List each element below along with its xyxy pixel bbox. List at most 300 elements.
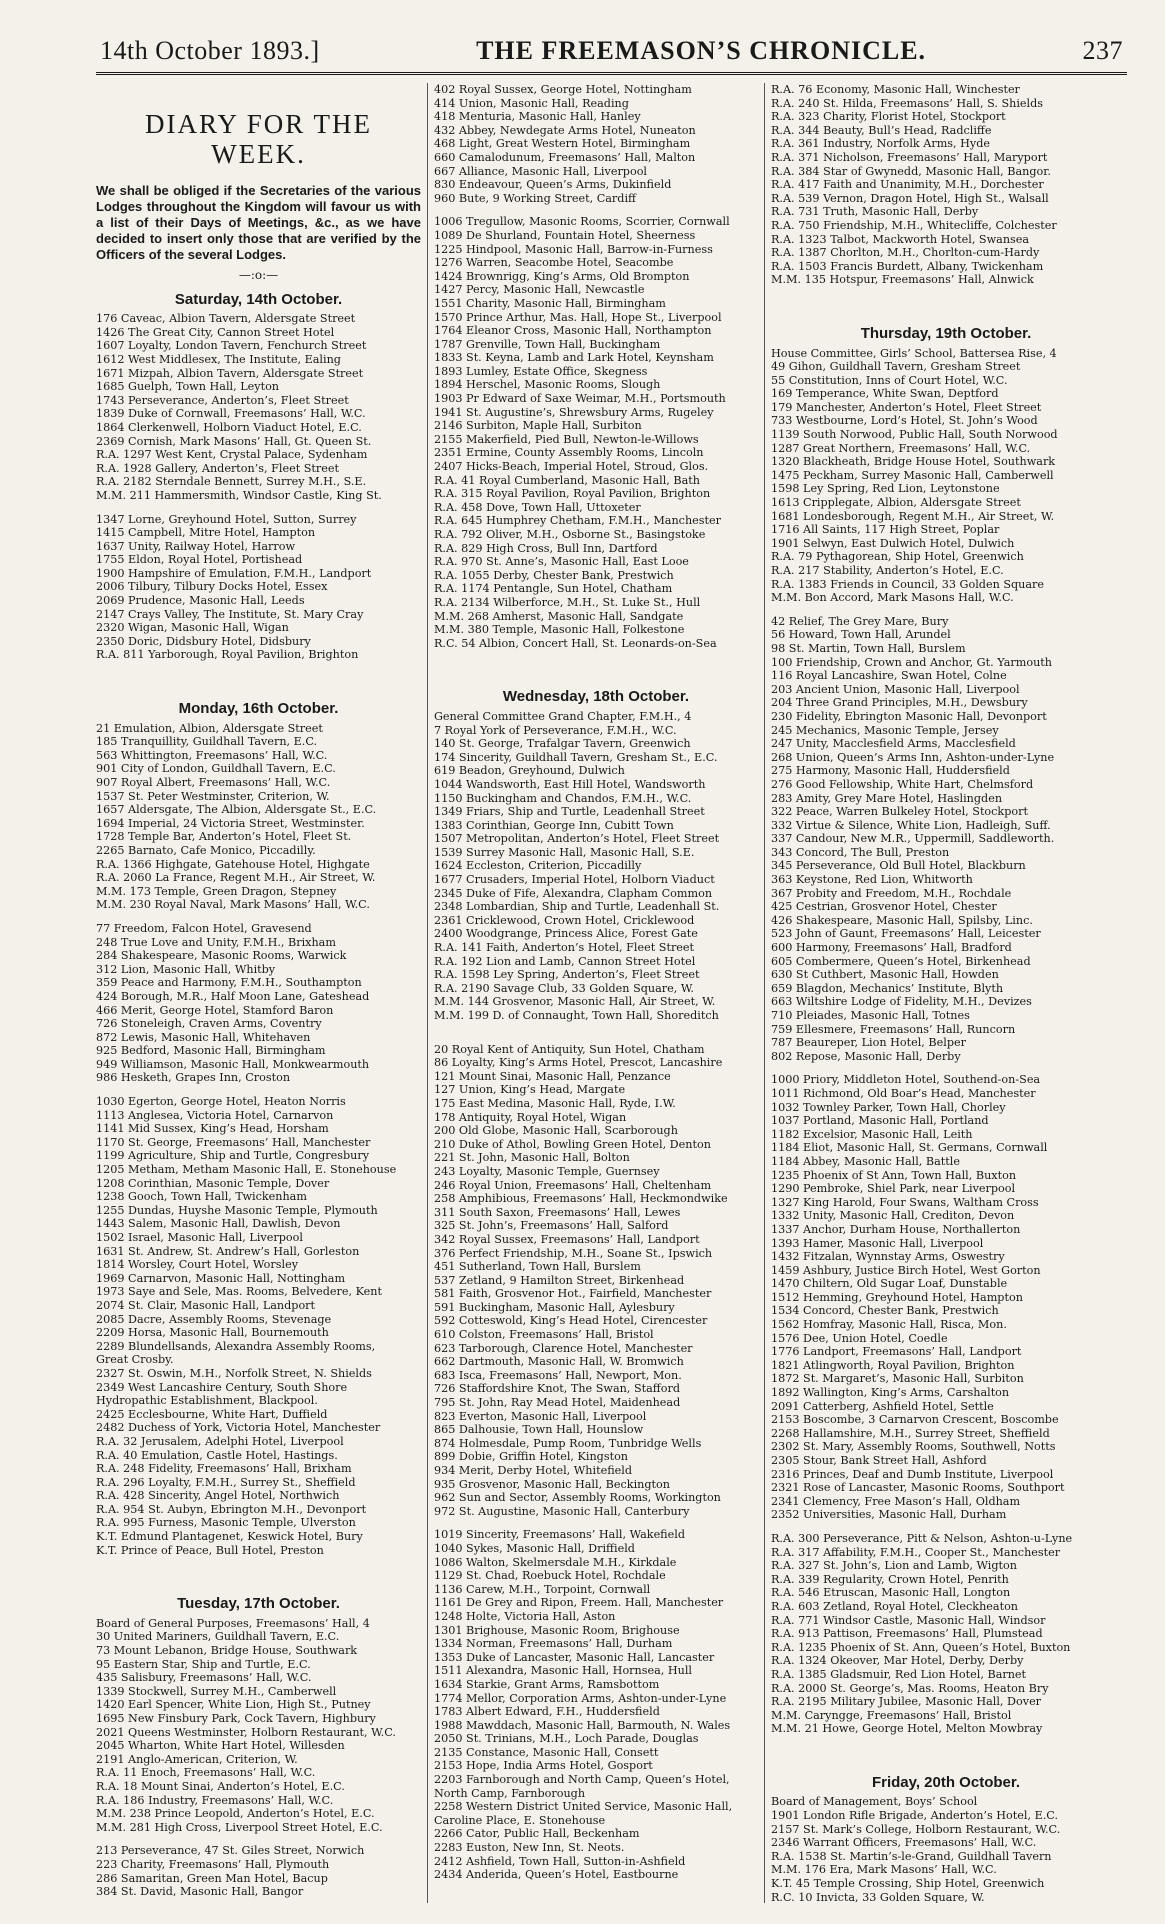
lodge-entry: R.A. 1235 Phoenix of St. Ann, Queen’s Hotel, Buxton xyxy=(771,1640,1071,1654)
lodge-entry: 1044 Wandsworth, East Hill Hotel, Wandsworth xyxy=(434,777,706,791)
lodge-entry: 949 Williamson, Masonic Hall, Monkwearmouth xyxy=(96,1057,370,1071)
lodge-entry: 1607 Loyalty, London Tavern, Fenchurch Street xyxy=(96,339,367,353)
lodge-entry: 1327 King Harold, Four Swans, Waltham Cross xyxy=(771,1195,1039,1209)
lodge-entry: 623 Tarborough, Clarence Hotel, Manchester xyxy=(434,1341,693,1355)
lodge-entry: R.A. 217 Stability, Anderton’s Hotel, E.C. xyxy=(771,564,1004,577)
lodge-entry: R.A. 913 Pattison, Freemasons’ Hall, Plumstead xyxy=(771,1627,1043,1641)
lodge-entry: 1170 St. George, Freemasons’ Hall, Manchester xyxy=(96,1135,371,1149)
lodge-entry: 425 Cestrian, Grosvenor Hotel, Chester xyxy=(771,900,997,914)
lodge-entry: 759 Ellesmere, Freemasons’ Hall, Runcorn xyxy=(771,1022,1016,1036)
lodge-entry: 248 True Love and Unity, F.M.H., Brixham xyxy=(96,935,336,949)
lodge-entry: 591 Buckingham, Masonic Hall, Aylesbury xyxy=(434,1300,675,1314)
day-heading-saturday: Saturday, 14th October. xyxy=(174,290,343,308)
lodge-entry: 7 Royal York of Perseverance, F.M.H., W.C. xyxy=(434,723,677,737)
lodge-entry: 659 Blagdon, Mechanics’ Institute, Blyth xyxy=(771,981,1004,995)
lodge-entry: 1892 Wallington, King’s Arms, Carshalton xyxy=(771,1386,1010,1400)
lodge-entry: 30 United Mariners, Guildhall Tavern, E.C. xyxy=(96,1630,340,1644)
lodge-entry: 1030 Egerton, George Hotel, Heaton Norris xyxy=(96,1095,346,1109)
lodge-entry: R.A. 186 Industry, Freemasons’ Hall, W.C. xyxy=(96,1793,334,1807)
lodge-entry: R.A. 2190 Savage Club, 33 Golden Square, W. xyxy=(434,981,694,995)
lodge-entry: Hydropathic Establishment, Blackpool. xyxy=(96,1394,318,1408)
lodge-entry: R.A. 192 Lion and Lamb, Cannon Street Hotel xyxy=(434,954,696,968)
lodge-entry: R.A. 1055 Derby, Chester Bank, Prestwich xyxy=(434,568,674,582)
lodge-entry: 343 Concord, The Bull, Preston xyxy=(771,845,950,859)
lodge-entry: 1716 All Saints, 117 High Street, Poplar xyxy=(771,523,1000,537)
lodge-entry: 435 Salisbury, Freemasons’ Hall, W.C. xyxy=(96,1671,312,1685)
tuesday-group3 xyxy=(434,83,758,205)
lodge-entry: 2369 Cornish, Mark Masons’ Hall, Gt. Queen St. xyxy=(96,434,372,448)
lodge-entry: 1901 London Rifle Brigade, Anderton’s Hotel, E.C. xyxy=(771,1809,1059,1823)
lodge-entry: 2350 Doric, Didsbury Hotel, Didsbury xyxy=(96,634,311,648)
monday-group3 xyxy=(96,1095,421,1557)
lodge-entry: M.M. 135 Hotspur, Freemasons’ Hall, Alnwick xyxy=(771,273,1034,287)
lodge-entry: 55 Constitution, Inns of Court Hotel, W.C. xyxy=(771,373,1008,387)
lodge-entry: 2361 Cricklewood, Crown Hotel, Cricklewood xyxy=(434,913,695,927)
lodge-entry: R.A. 645 Humphrey Chetham, F.M.H., Manchester xyxy=(434,514,721,528)
lodge-entry: M.M. 144 Grosvenor, Masonic Hall, Air Street, W. xyxy=(434,995,716,1009)
lodge-entry: 246 Royal Union, Freemasons’ Hall, Cheltenham xyxy=(434,1178,712,1192)
lodge-entry: 710 Pleiades, Masonic Hall, Totnes xyxy=(771,1009,970,1022)
lodge-entry: 283 Amity, Grey Mare Hotel, Haslingden xyxy=(771,791,1003,805)
lodge-entry: 426 Shakespeare, Masonic Hall, Spilsby, Linc. xyxy=(771,913,1033,927)
lodge-entry: 2265 Barnato, Cafe Monico, Piccadilly. xyxy=(96,843,316,857)
lodge-entry: 286 Samaritan, Green Man Hotel, Bacup xyxy=(96,1871,328,1885)
lodge-entry: 537 Zetland, 9 Hamilton Street, Birkenhead xyxy=(434,1273,685,1287)
lodge-entry: R.A. 79 Pythagorean, Ship Hotel, Greenwich xyxy=(771,550,1024,564)
lodge-entry: 2157 St. Mark’s College, Holborn Restaurant, W.C. xyxy=(771,1822,1061,1836)
day-heading-friday: Friday, 20th October. xyxy=(871,1773,1021,1791)
lodge-entry: R.A. 40 Emulation, Castle Hotel, Hastings. xyxy=(96,1448,338,1462)
lodge-entry: R.A. 2000 St. George’s, Mas. Rooms, Heaton Bry xyxy=(771,1681,1049,1695)
lodge-entry: 1443 Salem, Masonic Hall, Dawlish, Devon xyxy=(96,1217,341,1231)
lodge-entry: R.A. 1385 Gladsmuir, Red Lion Hotel, Barnet xyxy=(771,1667,1027,1681)
lodge-entry: 2352 Universities, Masonic Hall, Durham xyxy=(771,1508,1007,1522)
lodge-entry: 1182 Excelsior, Masonic Hall, Leith xyxy=(771,1127,973,1141)
lodge-entry: 363 Keystone, Red Lion, Whitworth xyxy=(771,873,973,887)
lodge-entry: 1276 Warren, Seacombe Hotel, Seacombe xyxy=(434,256,674,270)
lodge-entry: 1677 Crusaders, Imperial Hotel, Holborn Viaduct xyxy=(434,873,715,887)
lodge-entry: 1420 Earl Spencer, White Lion, High St., Putney xyxy=(96,1698,371,1712)
lodge-entry: 1511 Alexandra, Masonic Hall, Hornsea, Hull xyxy=(434,1664,692,1678)
lodge-entry: 986 Hesketh, Grapes Inn, Croston xyxy=(96,1071,291,1085)
lodge-entry: 2482 Duchess of York, Victoria Hotel, Manchester xyxy=(96,1421,381,1435)
tuesday-group2 xyxy=(96,1844,421,1898)
lodge-entry: 204 Three Grand Principles, M.H., Dewsbury xyxy=(771,696,1028,710)
lodge-entry: 2349 West Lancashire Century, South Shore xyxy=(96,1380,348,1394)
lodge-entry: 1334 Norman, Freemasons’ Hall, Durham xyxy=(434,1637,673,1651)
lodge-entry: M.M. 176 Era, Mark Masons’ Hall, W.C. xyxy=(771,1863,997,1877)
saturday-group2 xyxy=(96,513,421,663)
lodge-entry: R.A. 458 Dove, Town Hall, Uttoxeter xyxy=(434,500,641,514)
lodge-entry: 200 Old Globe, Masonic Hall, Scarborough xyxy=(434,1124,678,1138)
lodge-entry: 2425 Ecclesbourne, White Hart, Duffield xyxy=(96,1407,328,1421)
lodge-entry: 2155 Makerfield, Pied Bull, Newton-le-Willows xyxy=(434,432,699,446)
lodge-entry: R.A. 750 Friendship, M.H., Whitecliffe, Colchester xyxy=(771,218,1057,232)
lodge-entry: 414 Union, Masonic Hall, Reading xyxy=(434,96,629,110)
lodge-entry: 258 Amphibious, Freemasons’ Hall, Heckmondwike xyxy=(434,1192,728,1206)
lodge-entry: 1339 Stockwell, Surrey M.H., Camberwell xyxy=(96,1684,337,1698)
lodge-entry: 2316 Princes, Deaf and Dumb Institute, Liverpool xyxy=(771,1467,1054,1481)
lodge-entry: K.T. Prince of Peace, Bull Hotel, Preston xyxy=(96,1543,324,1557)
lodge-entry: R.A. 248 Fidelity, Freemasons’ Hall, Brixham xyxy=(96,1462,352,1476)
lodge-entry: 1685 Guelph, Town Hall, Leyton xyxy=(96,380,280,394)
lodge-entry: 1248 Holte, Victoria Hall, Aston xyxy=(434,1609,616,1623)
lodge-entry: 1872 St. Margaret’s, Masonic Hall, Surbiton xyxy=(771,1372,1024,1386)
lodge-entry: 1755 Eldon, Royal Hotel, Portishead xyxy=(96,553,303,567)
lodge-entry: 901 City of London, Guildhall Tavern, E.C. xyxy=(96,762,336,776)
lodge-entry: 2407 Hicks-Beach, Imperial Hotel, Stroud, Glos. xyxy=(434,460,709,474)
lodge-entry: General Committee Grand Chapter, F.M.H., 4 xyxy=(434,709,692,723)
lodge-entry: 2146 Surbiton, Maple Hall, Surbiton xyxy=(434,419,642,433)
lodge-entry: 1988 Mawddach, Masonic Hall, Barmouth, N. Wales xyxy=(434,1718,731,1732)
lodge-entry: 466 Merit, George Hotel, Stamford Baron xyxy=(96,1003,334,1017)
lodge-entry: R.A. 384 Star of Gwynedd, Masonic Hall, Bangor. xyxy=(771,164,1051,178)
lodge-entry: 176 Caveac, Albion Tavern, Aldersgate Street xyxy=(96,312,356,326)
lodge-entry: 2266 Cator, Public Hall, Beckenham xyxy=(434,1827,640,1841)
lodge-entry: M.M. 268 Amherst, Masonic Hall, Sandgate xyxy=(434,609,684,623)
lodge-entry: 1681 Londesborough, Regent M.H., Air Street, W. xyxy=(771,509,1055,523)
lodge-entry: 2153 Boscombe, 3 Carnarvon Crescent, Boscombe xyxy=(771,1413,1059,1427)
lodge-entry: 1839 Duke of Cornwall, Freemasons’ Hall, W.C. xyxy=(96,407,366,421)
lodge-entry: 1774 Mellor, Corporation Arms, Ashton-under-Lyne xyxy=(434,1691,727,1705)
lodge-entry: 605 Combermere, Queen’s Hotel, Birkenhead xyxy=(771,954,1031,968)
lodge-entry: 2021 Queens Westminster, Holborn Restaurant, W.C. xyxy=(96,1725,396,1739)
lodge-entry: R.C. 54 Albion, Concert Hall, St. Leonards-on-Sea xyxy=(434,636,717,650)
tuesday-group4 xyxy=(434,215,758,650)
lodge-entry: M.M. 238 Prince Leopold, Anderton’s Hotel, E.C. xyxy=(96,1807,375,1821)
lodge-entry: 98 St. Martin, Town Hall, Burslem xyxy=(771,641,966,655)
lodge-entry: R.A. 18 Mount Sinai, Anderton’s Hotel, E.C. xyxy=(96,1779,345,1793)
lodge-entry: 1184 Eliot, Masonic Hall, St. Germans, Cornwall xyxy=(771,1141,1048,1155)
monday-group2 xyxy=(96,922,421,1085)
thursday-group1 xyxy=(771,347,1121,605)
lodge-entry: 960 Bute, 9 Working Street, Cardiff xyxy=(434,191,636,205)
lodge-entry: 42 Relief, The Grey Mare, Bury xyxy=(771,614,949,628)
lodge-entry: R.A. 2195 Military Jubilee, Masonic Hall, Dover xyxy=(771,1695,1042,1709)
lodge-entry: 376 Perfect Friendship, M.H., Soane St., Ipswich xyxy=(434,1246,713,1260)
lodge-entry: 667 Alliance, Masonic Hall, Liverpool xyxy=(434,164,648,178)
lodge-entry: 210 Duke of Athol, Bowling Green Hotel, Denton xyxy=(434,1137,711,1151)
lodge-entry: 972 St. Augustine, Masonic Hall, Canterbury xyxy=(434,1504,690,1518)
lodge-entry: 1695 New Finsbury Park, Cock Tavern, Highbury xyxy=(96,1712,376,1725)
lodge-entry: 1426 The Great City, Cannon Street Hotel xyxy=(96,325,335,339)
lodge-entry: 1657 Aldersgate, The Albion, Aldersgate St., E.C. xyxy=(96,803,377,817)
column-3 xyxy=(764,83,1127,1903)
lodge-entry: 1225 Hindpool, Masonic Hall, Barrow-in-Furness xyxy=(434,242,713,256)
lodge-entry: 2074 St. Clair, Masonic Hall, Landport xyxy=(96,1298,316,1312)
lodge-entry: 1598 Ley Spring, Red Lion, Leytonstone xyxy=(771,482,1000,496)
lodge-entry: M.M. 211 Hammersmith, Windsor Castle, King St. xyxy=(96,488,382,502)
lodge-entry: 1634 Starkie, Grant Arms, Ramsbottom xyxy=(434,1677,660,1691)
lodge-entry: 2348 Lombardian, Ship and Turtle, Leadenhall St. xyxy=(434,900,720,914)
lodge-entry: 2305 Stour, Bank Street Hall, Ashford xyxy=(771,1454,987,1467)
lodge-entry: 169 Temperance, White Swan, Deptford xyxy=(771,387,999,401)
lodge-entry: R.A. 428 Sincerity, Angel Hotel, Northwich xyxy=(96,1489,340,1503)
lodge-entry: 1255 Dundas, Huyshe Masonic Temple, Plymouth xyxy=(96,1203,378,1217)
lodge-entry: 268 Union, Queen’s Arms Inn, Ashton-under-Lyne xyxy=(771,750,1055,764)
lodge-entry: 223 Charity, Freemasons’ Hall, Plymouth xyxy=(96,1857,330,1871)
lodge-entry: 726 Stoneleigh, Craven Arms, Coventry xyxy=(96,1017,322,1031)
lodge-entry: 367 Probity and Freedom, M.H., Rochdale xyxy=(771,886,1012,900)
lodge-entry: 1764 Eleanor Cross, Masonic Hall, Northampton xyxy=(434,324,712,338)
lodge-entry: 1006 Tregullow, Masonic Rooms, Scorrier, Cornwall xyxy=(434,215,730,229)
lodge-entry: R.A. 954 St. Aubyn, Ebrington M.H., Devonport xyxy=(96,1502,367,1516)
page-number: 237 xyxy=(1082,36,1123,65)
lodge-entry: Caroline Place, E. Stonehouse xyxy=(434,1813,606,1827)
lodge-entry: 1551 Charity, Masonic Hall, Birmingham xyxy=(434,296,666,310)
lodge-entry: R.A. 1366 Highgate, Gatehouse Hotel, Highgate xyxy=(96,857,370,871)
lodge-entry: 1199 Agriculture, Ship and Turtle, Congresbury xyxy=(96,1149,370,1163)
lodge-entry: 1415 Campbell, Mitre Hotel, Hampton xyxy=(96,526,316,540)
lodge-entry: 1814 Worsley, Court Hotel, Worsley xyxy=(96,1258,299,1272)
lodge-entry: 2346 Warrant Officers, Freemasons’ Hall, W.C. xyxy=(771,1836,1037,1850)
lodge-entry: 1424 Brownrigg, King’s Arms, Old Brompton xyxy=(434,269,690,283)
lodge-entry: R.A. 300 Perseverance, Pitt & Nelson, Ashton-u-Lyne xyxy=(771,1531,1073,1545)
lodge-entry: K.T. Edmund Plantagenet, Keswick Hotel, Bury xyxy=(96,1530,363,1544)
lodge-entry: 563 Whittington, Freemasons’ Hall, W.C. xyxy=(96,748,328,762)
issue-date: 14th October 1893.] xyxy=(100,36,320,65)
lodge-entry: 2209 Horsa, Masonic Hall, Bournemouth xyxy=(96,1326,329,1340)
lodge-entry: 1631 St. Andrew, St. Andrew’s Hall, Gorleston xyxy=(96,1244,360,1258)
lodge-entry: 1086 Walton, Skelmersdale M.H., Kirkdale xyxy=(434,1555,677,1569)
lodge-entry: 1150 Buckingham and Chandos, F.M.H., W.C. xyxy=(434,791,692,805)
lodge-entry: R.A. 1297 West Kent, Crystal Palace, Sydenham xyxy=(96,448,368,462)
lodge-entry: 1973 Saye and Sele, Mas. Rooms, Belvedere, Kent xyxy=(96,1285,382,1299)
lodge-entry: 1238 Gooch, Town Hall, Twickenham xyxy=(96,1190,307,1204)
lodge-entry: 787 Beaureper, Lion Hotel, Belper xyxy=(771,1036,966,1050)
lodge-entry: 1502 Israel, Masonic Hall, Liverpool xyxy=(96,1231,303,1244)
lodge-entry: 451 Sutherland, Town Hall, Burslem xyxy=(434,1260,641,1274)
lodge-entry: 1637 Unity, Railway Hotel, Harrow xyxy=(96,539,296,553)
lodge-entry: Board of Management, Boys’ School xyxy=(771,1795,978,1809)
lodge-entry: 247 Unity, Macclesfield Arms, Macclesfield xyxy=(771,737,1016,751)
lodge-entry: R.A. 317 Affability, F.M.H., Cooper St., Manchester xyxy=(771,1545,1061,1559)
day-heading-tuesday: Tuesday, 17th October. xyxy=(177,1595,340,1613)
lodge-entry: R.A. 2182 Sterndale Bennett, Surrey M.H., S.E. xyxy=(96,475,367,489)
lodge-entry: 1562 Homfray, Masonic Hall, Risca, Mon. xyxy=(771,1318,1007,1332)
lodge-entry: 1161 De Grey and Ripon, Freem. Hall, Manchester xyxy=(434,1596,724,1610)
lodge-entry: 1037 Portland, Masonic Hall, Portland xyxy=(771,1114,989,1128)
lodge-entry: R.A. 771 Windsor Castle, Masonic Hall, Windsor xyxy=(771,1613,1046,1627)
lodge-entry: 221 St. John, Masonic Hall, Bolton xyxy=(434,1151,630,1165)
lodge-entry: 2289 Blundellsands, Alexandra Assembly Rooms, xyxy=(96,1339,376,1353)
lodge-entry: 1821 Atlingworth, Royal Pavilion, Brighton xyxy=(771,1358,1015,1372)
lodge-entry: 1032 Townley Parker, Town Hall, Chorley xyxy=(771,1100,1006,1114)
lodge-entry: R.A. 603 Zetland, Royal Hotel, Cleckheaton xyxy=(771,1599,1019,1613)
lodge-entry: 1332 Unity, Masonic Hall, Crediton, Devon xyxy=(771,1209,1015,1223)
lodge-entry: 2321 Rose of Lancaster, Masonic Rooms, Southport xyxy=(771,1481,1065,1495)
lodge-entry: 276 Good Fellowship, White Hart, Chelmsford xyxy=(771,777,1034,791)
lodge-entry: 660 Camalodunum, Freemasons’ Hall, Malton xyxy=(434,150,696,164)
lodge-entry: 1208 Corinthian, Masonic Temple, Dover xyxy=(96,1176,330,1190)
lodge-entry: 359 Peace and Harmony, F.M.H., Southampton xyxy=(96,976,362,990)
lodge-entry: 116 Royal Lancashire, Swan Hotel, Colne xyxy=(771,669,1007,683)
lodge-entry: 1512 Hemming, Greyhound Hotel, Hampton xyxy=(771,1290,1023,1304)
lodge-entry: 1671 Mizpah, Albion Tavern, Aldersgate Street xyxy=(96,366,364,380)
lodge-entry: 1612 West Middlesex, The Institute, Ealing xyxy=(96,352,341,366)
lodge-entry: 2345 Duke of Fife, Alexandra, Clapham Common xyxy=(434,886,713,900)
wednesday-group3 xyxy=(434,1528,758,1881)
lodge-entry: 1141 Mid Sussex, King’s Head, Horsham xyxy=(96,1122,329,1136)
lodge-entry: R.A. 76 Economy, Masonic Hall, Winchester xyxy=(771,83,1020,96)
lodge-entry: 581 Faith, Grosvenor Hot., Fairfield, Manchester xyxy=(434,1287,712,1301)
lodge-entry: 1432 Fitzalan, Wynnstay Arms, Oswestry xyxy=(771,1250,1005,1264)
lodge-entry: R.A. 327 St. John’s, Lion and Lamb, Wigton xyxy=(771,1559,1017,1573)
lodge-entry: 1136 Carew, M.H., Torpoint, Cornwall xyxy=(434,1582,651,1596)
lodge-entry: M.M. 199 D. of Connaught, Town Hall, Shoreditch xyxy=(434,1009,719,1022)
lodge-entry: 418 Menturia, Masonic Hall, Hanley xyxy=(434,110,641,124)
lodge-entry: 1347 Lorne, Greyhound Hotel, Sutton, Surrey xyxy=(96,512,357,526)
lodge-entry: R.C. 10 Invicta, 33 Golden Square, W. xyxy=(771,1890,985,1903)
lodge-entry: 2327 St. Oswin, M.H., Norfolk Street, N. Shields xyxy=(96,1366,372,1380)
lodge-entry: 2341 Clemency, Free Mason’s Hall, Oldham xyxy=(771,1494,1021,1508)
thursday-group4 xyxy=(771,1532,1121,1736)
lodge-entry: 86 Loyalty, King’s Arms Hotel, Prescot, Lancashire xyxy=(434,1056,723,1070)
lodge-entry: 77 Freedom, Falcon Hotel, Gravesend xyxy=(96,921,312,935)
friday-group1 xyxy=(771,1795,1121,1903)
lodge-entry: 600 Harmony, Freemasons’ Hall, Bradford xyxy=(771,941,1012,955)
lodge-entry: 1129 St. Chad, Roebuck Hotel, Rochdale xyxy=(434,1569,666,1583)
lodge-entry: M.M. 21 Howe, George Hotel, Melton Mowbray xyxy=(771,1722,1043,1736)
lodge-entry: 424 Borough, M.R., Half Moon Lane, Gateshead xyxy=(96,989,370,1003)
lodge-entry: 2268 Hallamshire, M.H., Surrey Street, Sheffield xyxy=(771,1426,1050,1440)
lodge-entry: 203 Ancient Union, Masonic Hall, Liverpool xyxy=(771,682,1020,696)
lodge-entry: R.A. 371 Nicholson, Freemasons’ Hall, Maryport xyxy=(771,150,1048,164)
lodge-entry: R.A. 1174 Pentangle, Sun Hotel, Chatham xyxy=(434,582,673,596)
lodge-entry: 1353 Duke of Lancaster, Masonic Hall, Lancaster xyxy=(434,1650,715,1664)
lodge-entry: 2283 Euston, New Inn, St. Neots. xyxy=(434,1841,625,1855)
lodge-entry: 20 Royal Kent of Antiquity, Sun Hotel, Chatham xyxy=(434,1042,705,1056)
lodge-entry: 175 East Medina, Masonic Hall, Ryde, I.W. xyxy=(434,1096,676,1110)
lodge-entry: R.A. 995 Furness, Masonic Temple, Ulverston xyxy=(96,1516,356,1530)
lodge-entry: R.A. 344 Beauty, Bull’s Head, Radcliffe xyxy=(771,123,992,137)
lodge-entry: 100 Friendship, Crown and Anchor, Gt. Yarmouth xyxy=(771,655,1053,669)
lodge-entry: 1941 St. Augustine’s, Shrewsbury Arms, Rugeley xyxy=(434,405,714,419)
lodge-entry: 178 Antiquity, Royal Hotel, Wigan xyxy=(434,1110,627,1124)
lodge-entry: 2091 Catterberg, Ashfield Hotel, Settle xyxy=(771,1399,994,1413)
lodge-entry: R.A. 1387 Chorlton, M.H., Chorlton-cum-Hardy xyxy=(771,246,1040,260)
lodge-entry: R.A. 417 Faith and Unanimity, M.H., Dorchester xyxy=(771,178,1044,192)
lodge-entry: 49 Gihon, Guildhall Tavern, Gresham Street xyxy=(771,360,1021,374)
lodge-entry: 432 Abbey, Newdegate Arms Hotel, Nuneaton xyxy=(434,123,696,137)
lodge-entry: 1969 Carnarvon, Masonic Hall, Nottingham xyxy=(96,1271,346,1285)
lodge-entry: 1900 Hampshire of Emulation, F.M.H., Landport xyxy=(96,566,372,580)
lodge-entry: 2085 Dacre, Assembly Rooms, Stevenage xyxy=(96,1312,332,1326)
lodge-entry: 2050 St. Trinians, M.H., Loch Parade, Douglas xyxy=(434,1732,699,1746)
lodge-entry: North Camp, Farnborough xyxy=(434,1786,586,1800)
lodge-entry: 1383 Corinthian, George Inn, Cubitt Town xyxy=(434,818,674,832)
lodge-entry: 874 Holmesdale, Pump Room, Tunbridge Wells xyxy=(434,1436,702,1450)
lodge-entry: 523 John of Gaunt, Freemasons’ Hall, Leicester xyxy=(771,927,1041,941)
publication-title: THE FREEMASON’S CHRONICLE. xyxy=(476,36,927,65)
lodge-entry: 630 St Cuthbert, Masonic Hall, Howden xyxy=(771,968,999,982)
lodge-entry: 830 Endeavour, Queen’s Arms, Dukinfield xyxy=(434,178,672,192)
lodge-entry: 332 Virtue & Silence, White Lion, Hadleigh, Suff. xyxy=(771,818,1051,832)
lodge-entry: 1570 Prince Arthur, Mas. Hall, Hope St., Liverpool xyxy=(434,310,722,324)
divider: —:o:— xyxy=(238,268,279,282)
lodge-entry: 2258 Western District United Service, Masonic Hall, xyxy=(434,1800,733,1814)
lodge-entry: 213 Perseverance, 47 St. Giles Street, Norwich xyxy=(96,1844,365,1858)
lodge-entry: R.A. 2060 La France, Regent M.H., Air Street, W. xyxy=(96,871,376,885)
lodge-entry: 2320 Wigan, Masonic Hall, Wigan xyxy=(96,621,289,635)
lodge-entry: 311 South Saxon, Freemasons’ Hall, Lewes xyxy=(434,1205,681,1219)
lodge-entry: 384 St. David, Masonic Hall, Bangor xyxy=(96,1885,304,1899)
lodge-entry: 907 Royal Albert, Freemasons’ Hall, W.C. xyxy=(96,776,331,789)
lodge-entry: 121 Mount Sinai, Masonic Hall, Penzance xyxy=(434,1069,671,1083)
lodge-entry: R.A. 296 Loyalty, F.M.H., Surrey St., Sheffield xyxy=(96,1475,356,1489)
saturday-group1 xyxy=(96,312,421,502)
lodge-entry: R.A. 546 Etruscan, Masonic Hall, Longton xyxy=(771,1586,1011,1600)
lodge-entry: 1337 Anchor, Durham House, Northallerton xyxy=(771,1222,1021,1236)
lodge-entry: 73 Mount Lebanon, Bridge House, Southwark xyxy=(96,1644,358,1658)
lodge-entry: 312 Lion, Masonic Hall, Whitby xyxy=(96,962,276,976)
lodge-entry: 1537 St. Peter Westminster, Criterion, W. xyxy=(96,789,330,803)
lodge-entry: 230 Fidelity, Ebrington Masonic Hall, Devonport xyxy=(771,709,1047,723)
lodge-entry: R.A. 1538 St. Martin’s-le-Grand, Guildhall Tavern xyxy=(771,1849,1052,1863)
lodge-entry: 2302 St. Mary, Assembly Rooms, Southwell, Notts xyxy=(771,1440,1056,1454)
lodge-entry: 2351 Ermine, County Assembly Rooms, Lincoln xyxy=(434,446,704,460)
lodge-entry: Great Crosby. xyxy=(96,1353,174,1367)
lodge-entry: 342 Royal Sussex, Freemasons’ Hall, Landport xyxy=(434,1232,700,1246)
lodge-entry: 662 Dartmouth, Masonic Hall, W. Bromwich xyxy=(434,1355,684,1369)
lodge-entry: K.T. 45 Temple Crossing, Ship Hotel, Greenwich xyxy=(771,1877,1045,1891)
lodge-entry: 865 Dalhousie, Town Hall, Hounslow xyxy=(434,1423,644,1437)
lodge-entry: 1624 Eccleston, Criterion, Piccadilly xyxy=(434,859,642,873)
lodge-entry: M.M. 230 Royal Naval, Mark Masons’ Hall, W.C. xyxy=(96,898,370,912)
lodge-entry: R.A. 1383 Friends in Council, 33 Golden Square xyxy=(771,577,1045,591)
lodge-entry: 1894 Herschel, Masonic Rooms, Slough xyxy=(434,378,661,392)
wednesday-group1 xyxy=(434,710,758,1023)
wednesday-group2 xyxy=(434,1043,758,1519)
lodge-entry: 1301 Brighouse, Masonic Room, Brighouse xyxy=(434,1623,680,1637)
lodge-entry: 1113 Anglesea, Victoria Hotel, Carnarvon xyxy=(96,1108,334,1122)
lodge-entry: 1507 Metropolitan, Anderton’s Hotel, Fleet Street xyxy=(434,832,720,846)
lodge-entry: 243 Loyalty, Masonic Temple, Guernsey xyxy=(434,1164,660,1178)
lodge-entry: R.A. 1503 Francis Burdett, Albany, Twickenham xyxy=(771,259,1044,273)
lodge-entry: 21 Emulation, Albion, Aldersgate Street xyxy=(96,721,323,735)
lodge-entry: R.A. 141 Faith, Anderton’s Hotel, Fleet Street xyxy=(434,941,695,955)
lodge-entry: 2045 Wharton, White Hart Hotel, Willesden xyxy=(96,1739,345,1753)
lodge-entry: 1139 South Norwood, Public Hall, South Norwood xyxy=(771,428,1058,442)
lodge-entry: 733 Westbourne, Lord’s Hotel, St. John’s Wood xyxy=(771,414,1038,428)
lodge-entry: 2006 Tilbury, Tilbury Docks Hotel, Essex xyxy=(96,580,328,594)
lodge-entry: R.A. 339 Regularity, Crown Hotel, Penrith xyxy=(771,1572,1009,1586)
lodge-entry: 1205 Metham, Metham Masonic Hall, E. Stonehouse xyxy=(96,1163,397,1177)
day-heading-thursday: Thursday, 19th October. xyxy=(860,324,1032,342)
lodge-entry: 1903 Pr Edward of Saxe Weimar, M.H., Portsmouth xyxy=(434,392,726,406)
lodge-entry: R.A. 323 Charity, Florist Hotel, Stockport xyxy=(771,110,1006,124)
lodge-entry: R.A. 829 High Cross, Bull Inn, Dartford xyxy=(434,541,658,555)
lodge-entry: 2069 Prudence, Masonic Hall, Leeds xyxy=(96,594,305,608)
lodge-entry: 1011 Richmond, Old Boar’s Head, Manchester xyxy=(771,1086,1036,1100)
lodge-entry: 1349 Friars, Ship and Turtle, Leadenhall Street xyxy=(434,805,705,819)
lodge-entry: 468 Light, Great Western Hotel, Birmingham xyxy=(434,137,691,151)
lodge-entry: 1235 Phoenix of St Ann, Town Hall, Buxton xyxy=(771,1168,1017,1182)
column-2 xyxy=(427,83,764,1903)
wednesday-group4 xyxy=(771,83,1121,287)
lodge-entry: 1613 Cripplegate, Albion, Aldersgate Street xyxy=(771,496,1021,510)
lodge-entry: R.A. 240 St. Hilda, Freemasons’ Hall, S. Shields xyxy=(771,96,1043,110)
lodge-entry: R.A. 1598 Ley Spring, Anderton’s, Fleet Street xyxy=(434,968,700,982)
lodge-entry: 935 Grosvenor, Masonic Hall, Beckington xyxy=(434,1477,670,1491)
diary-title: DIARY FOR THE WEEK. xyxy=(144,109,373,169)
lodge-entry: 1539 Surrey Masonic Hall, Masonic Hall, S.E. xyxy=(434,845,695,859)
diary-intro: We shall be obliged if the Secretaries of the various Lodges throughout the Kingdom will favour us with a list of their Days of Meetings, &c., as we have decided to insert only those that are verified by the Officers of the several Lodges. xyxy=(96,183,421,262)
lodge-entry: 1290 Pembroke, Shiel Park, near Liverpool xyxy=(771,1182,1016,1196)
lodge-entry: 127 Union, King’s Head, Margate xyxy=(434,1083,626,1097)
lodge-entry: 1783 Albert Edward, F.H., Huddersfield xyxy=(434,1705,660,1719)
day-heading-wednesday: Wednesday, 18th October. xyxy=(502,688,690,706)
